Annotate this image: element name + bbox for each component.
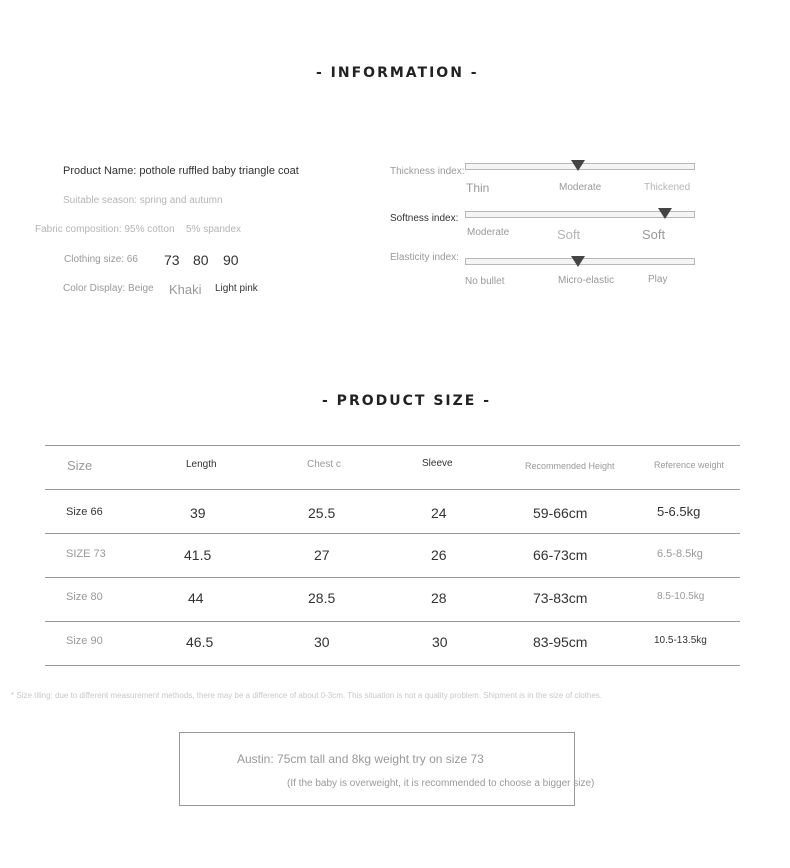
cell-chest: 30	[314, 634, 330, 650]
cell-size: Size 80	[66, 591, 103, 603]
elasticity-index-label: Elasticity index:	[390, 252, 459, 263]
thickness-marker-icon	[571, 160, 585, 171]
cell-weight: 10.5-13.5kg	[654, 635, 707, 646]
header-sleeve: Sleeve	[422, 458, 453, 469]
table-divider	[45, 445, 740, 446]
cell-weight: 5-6.5kg	[657, 504, 701, 519]
header-size: Size	[67, 458, 93, 473]
table-divider	[45, 577, 740, 578]
cell-length: 46.5	[186, 634, 214, 650]
elasticity-marker-icon	[571, 256, 585, 267]
header-length: Length	[186, 459, 217, 470]
cell-chest: 25.5	[308, 505, 336, 521]
elasticity-option-play: Play	[648, 274, 668, 285]
cell-weight: 8.5-10.5kg	[657, 591, 705, 602]
cell-sleeve: 30	[432, 634, 448, 650]
header-chest: Chest c	[307, 459, 341, 470]
thickness-index-label: Thickness index:	[390, 166, 465, 177]
cell-height: 73-83cm	[533, 590, 588, 606]
table-divider	[45, 489, 740, 490]
cell-sleeve: 24	[431, 505, 447, 521]
fit-note-box	[179, 732, 575, 806]
thickness-option-moderate: Moderate	[559, 182, 602, 193]
softness-index-label: Softness index:	[390, 213, 459, 224]
suitable-season: Suitable season: spring and autumn	[63, 195, 223, 206]
softness-option-soft-2: Soft	[642, 227, 666, 242]
thickness-option-thickened: Thickened	[644, 182, 691, 193]
information-heading: - INFORMATION -	[316, 65, 479, 81]
size-option-80: 80	[193, 252, 209, 268]
size-disclaimer: * Size tiling: due to different measurement methods, there may be a difference of about 0-3cm. This situation is not a quality problem. Shipment is in the size of clothes.	[11, 691, 602, 700]
clothing-size-label: Clothing size: 66	[64, 254, 138, 265]
header-reference-weight: Reference weight	[654, 460, 725, 470]
cell-height: 59-66cm	[533, 505, 588, 521]
color-option-light-pink: Light pink	[215, 283, 258, 294]
size-option-90: 90	[223, 252, 239, 268]
cell-length: 44	[188, 590, 204, 606]
softness-option-soft-1: Soft	[557, 227, 581, 242]
cell-length: 41.5	[184, 547, 212, 563]
fabric-composition: Fabric composition: 95% cotton	[35, 224, 175, 235]
cell-size: Size 90	[66, 635, 103, 647]
cell-chest: 27	[314, 547, 330, 563]
color-display-label: Color Display: Beige	[63, 283, 154, 294]
cell-size: SIZE 73	[66, 548, 106, 560]
cell-height: 83-95cm	[533, 634, 588, 650]
fabric-extra: 5% spandex	[186, 224, 242, 235]
product-name: Product Name: pothole ruffled baby triangle coat	[63, 165, 299, 177]
table-divider	[45, 665, 740, 666]
thickness-option-thin: Thin	[466, 181, 490, 195]
cell-sleeve: 26	[431, 547, 447, 563]
elasticity-option-micro-elastic: Micro-elastic	[558, 275, 615, 286]
cell-sleeve: 28	[431, 590, 447, 606]
cell-size: Size 66	[66, 506, 103, 518]
fit-note-line1: Austin: 75cm tall and 8kg weight try on size 73	[237, 752, 484, 766]
softness-marker-icon	[658, 208, 672, 219]
cell-length: 39	[190, 505, 206, 521]
cell-height: 66-73cm	[533, 547, 588, 563]
cell-chest: 28.5	[308, 590, 336, 606]
size-option-73: 73	[164, 252, 180, 268]
elasticity-option-no-bullet: No bullet	[465, 276, 505, 287]
table-divider	[45, 621, 740, 622]
header-recommended-height: Recommended Height	[525, 461, 615, 471]
color-option-khaki: Khaki	[169, 282, 202, 297]
fit-note-line2: (If the baby is overweight, it is recommended to choose a bigger size)	[287, 778, 595, 789]
cell-weight: 6.5-8.5kg	[657, 548, 703, 560]
product-size-heading: - PRODUCT SIZE -	[322, 393, 492, 409]
table-divider	[45, 533, 740, 534]
softness-option-moderate: Moderate	[467, 227, 510, 238]
